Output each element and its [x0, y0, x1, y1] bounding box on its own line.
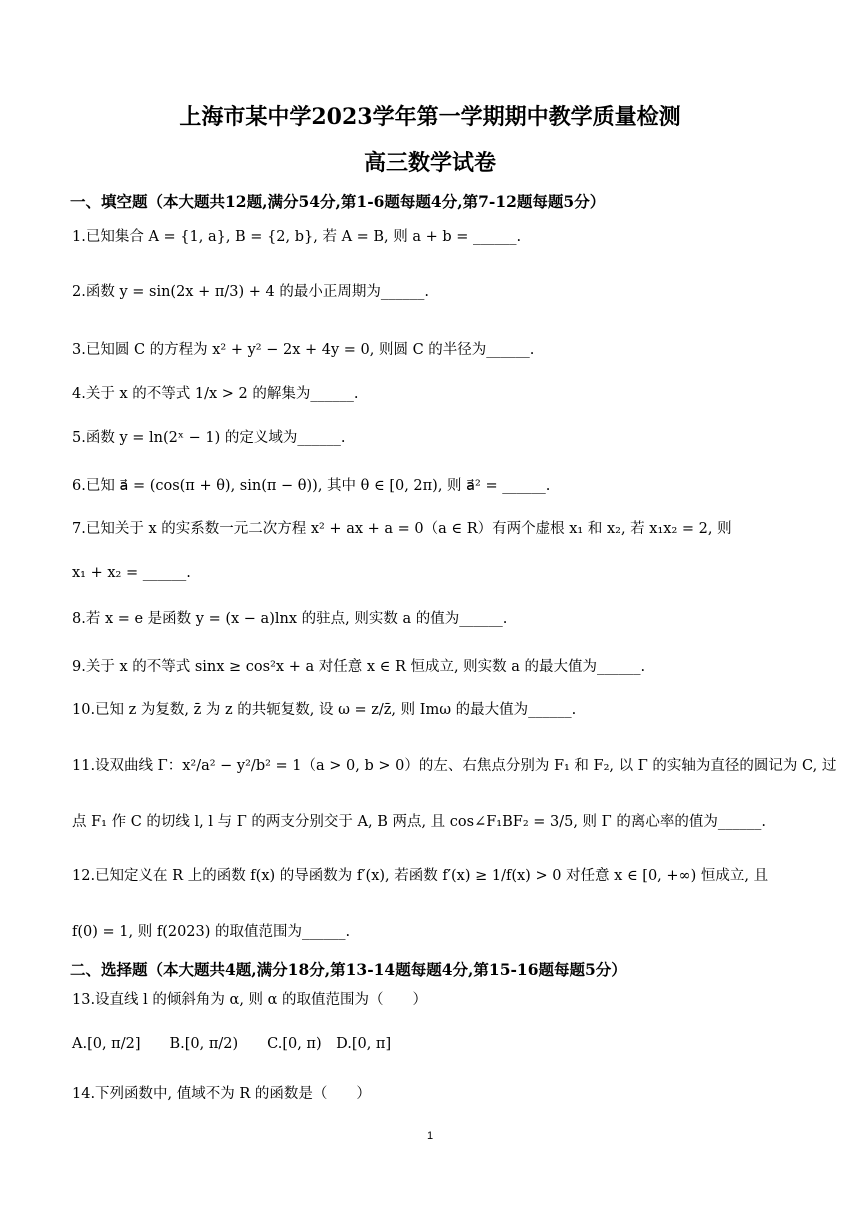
- question-13-options: A.[0, π/2] B.[0, π/2) C.[0, π) D.[0, π]: [72, 1036, 392, 1052]
- question-7-cont: x₁ + x₂ = ______.: [72, 565, 191, 581]
- question-10: 10.已知 z 为复数, z̄ 为 z 的共轭复数, 设 ω = z/z̄, 则 Imω 的最大值为______.: [72, 702, 577, 718]
- question-6: 6.已知 a⃗ = (cos(π + θ), sin(π − θ)), 其中 θ ∈ [0, 2π), 则 a⃗² = ______.: [72, 478, 551, 494]
- question-8: 8.若 x = e 是函数 y = (x − a)lnx 的驻点, 则实数 a 的值为______.: [72, 611, 508, 627]
- question-9: 9.关于 x 的不等式 sinx ≥ cos²x + a 对任意 x ∈ R 恒成立, 则实数 a 的最大值为______.: [72, 659, 646, 675]
- question-5: 5.函数 y = ln(2ˣ − 1) 的定义域为______.: [72, 430, 346, 446]
- question-1: 1.已知集合 A = {1, a}, B = {2, b}, 若 A = B, 则 a + b = ______.: [72, 229, 522, 245]
- question-4: 4.关于 x 的不等式 1/x > 2 的解集为______.: [72, 386, 359, 402]
- exam-subtitle: 高三数学试卷: [363, 150, 496, 176]
- question-7: 7.已知关于 x 的实系数一元二次方程 x² + ax + a = 0（a ∈ R）有两个虚根 x₁ 和 x₂, 若 x₁x₂ = 2, 则: [72, 521, 732, 537]
- question-14: 14.下列函数中, 值域不为 R 的函数是（ ）: [72, 1086, 371, 1102]
- question-11-cont: 点 F₁ 作 C 的切线 l, l 与 Γ 的两支分别交于 A, B 两点, 且 cos∠F₁BF₂ = 3/5, 则 Γ 的离心率的值为______.: [72, 814, 766, 830]
- question-3: 3.已知圆 C 的方程为 x² + y² − 2x + 4y = 0, 则圆 C 的半径为______.: [72, 342, 535, 358]
- exam-title: 上海市某中学2023学年第一学期期中教学质量检测: [179, 104, 681, 130]
- question-2: 2.函数 y = sin(2x + π/3) + 4 的最小正周期为______.: [72, 284, 429, 300]
- question-12: 12.已知定义在 R 上的函数 f(x) 的导函数为 f′(x), 若函数 f′(x) ≥ 1/f(x) > 0 对任意 x ∈ [0, +∞) 恒成立, 且: [72, 868, 769, 884]
- question-13: 13.设直线 l 的倾斜角为 α, 则 α 的取值范围为（ ）: [72, 992, 428, 1008]
- question-12-cont: f(0) = 1, 则 f(2023) 的取值范围为______.: [72, 924, 351, 940]
- section-1-heading: 一、填空题（本大题共12题,满分54分,第1-6题每题4分,第7-12题每题5分）: [70, 192, 606, 211]
- section-2-heading: 二、选择题（本大题共4题,满分18分,第13-14题每题4分,第15-16题每题5分）: [70, 960, 627, 979]
- page-number: 1: [426, 1130, 434, 1142]
- question-11: 11.设双曲线 Γ：x²/a² − y²/b² = 1（a > 0, b > 0）的左、右焦点分别为 F₁ 和 F₂, 以 Γ 的实轴为直径的圆记为 C, 过: [72, 758, 837, 774]
